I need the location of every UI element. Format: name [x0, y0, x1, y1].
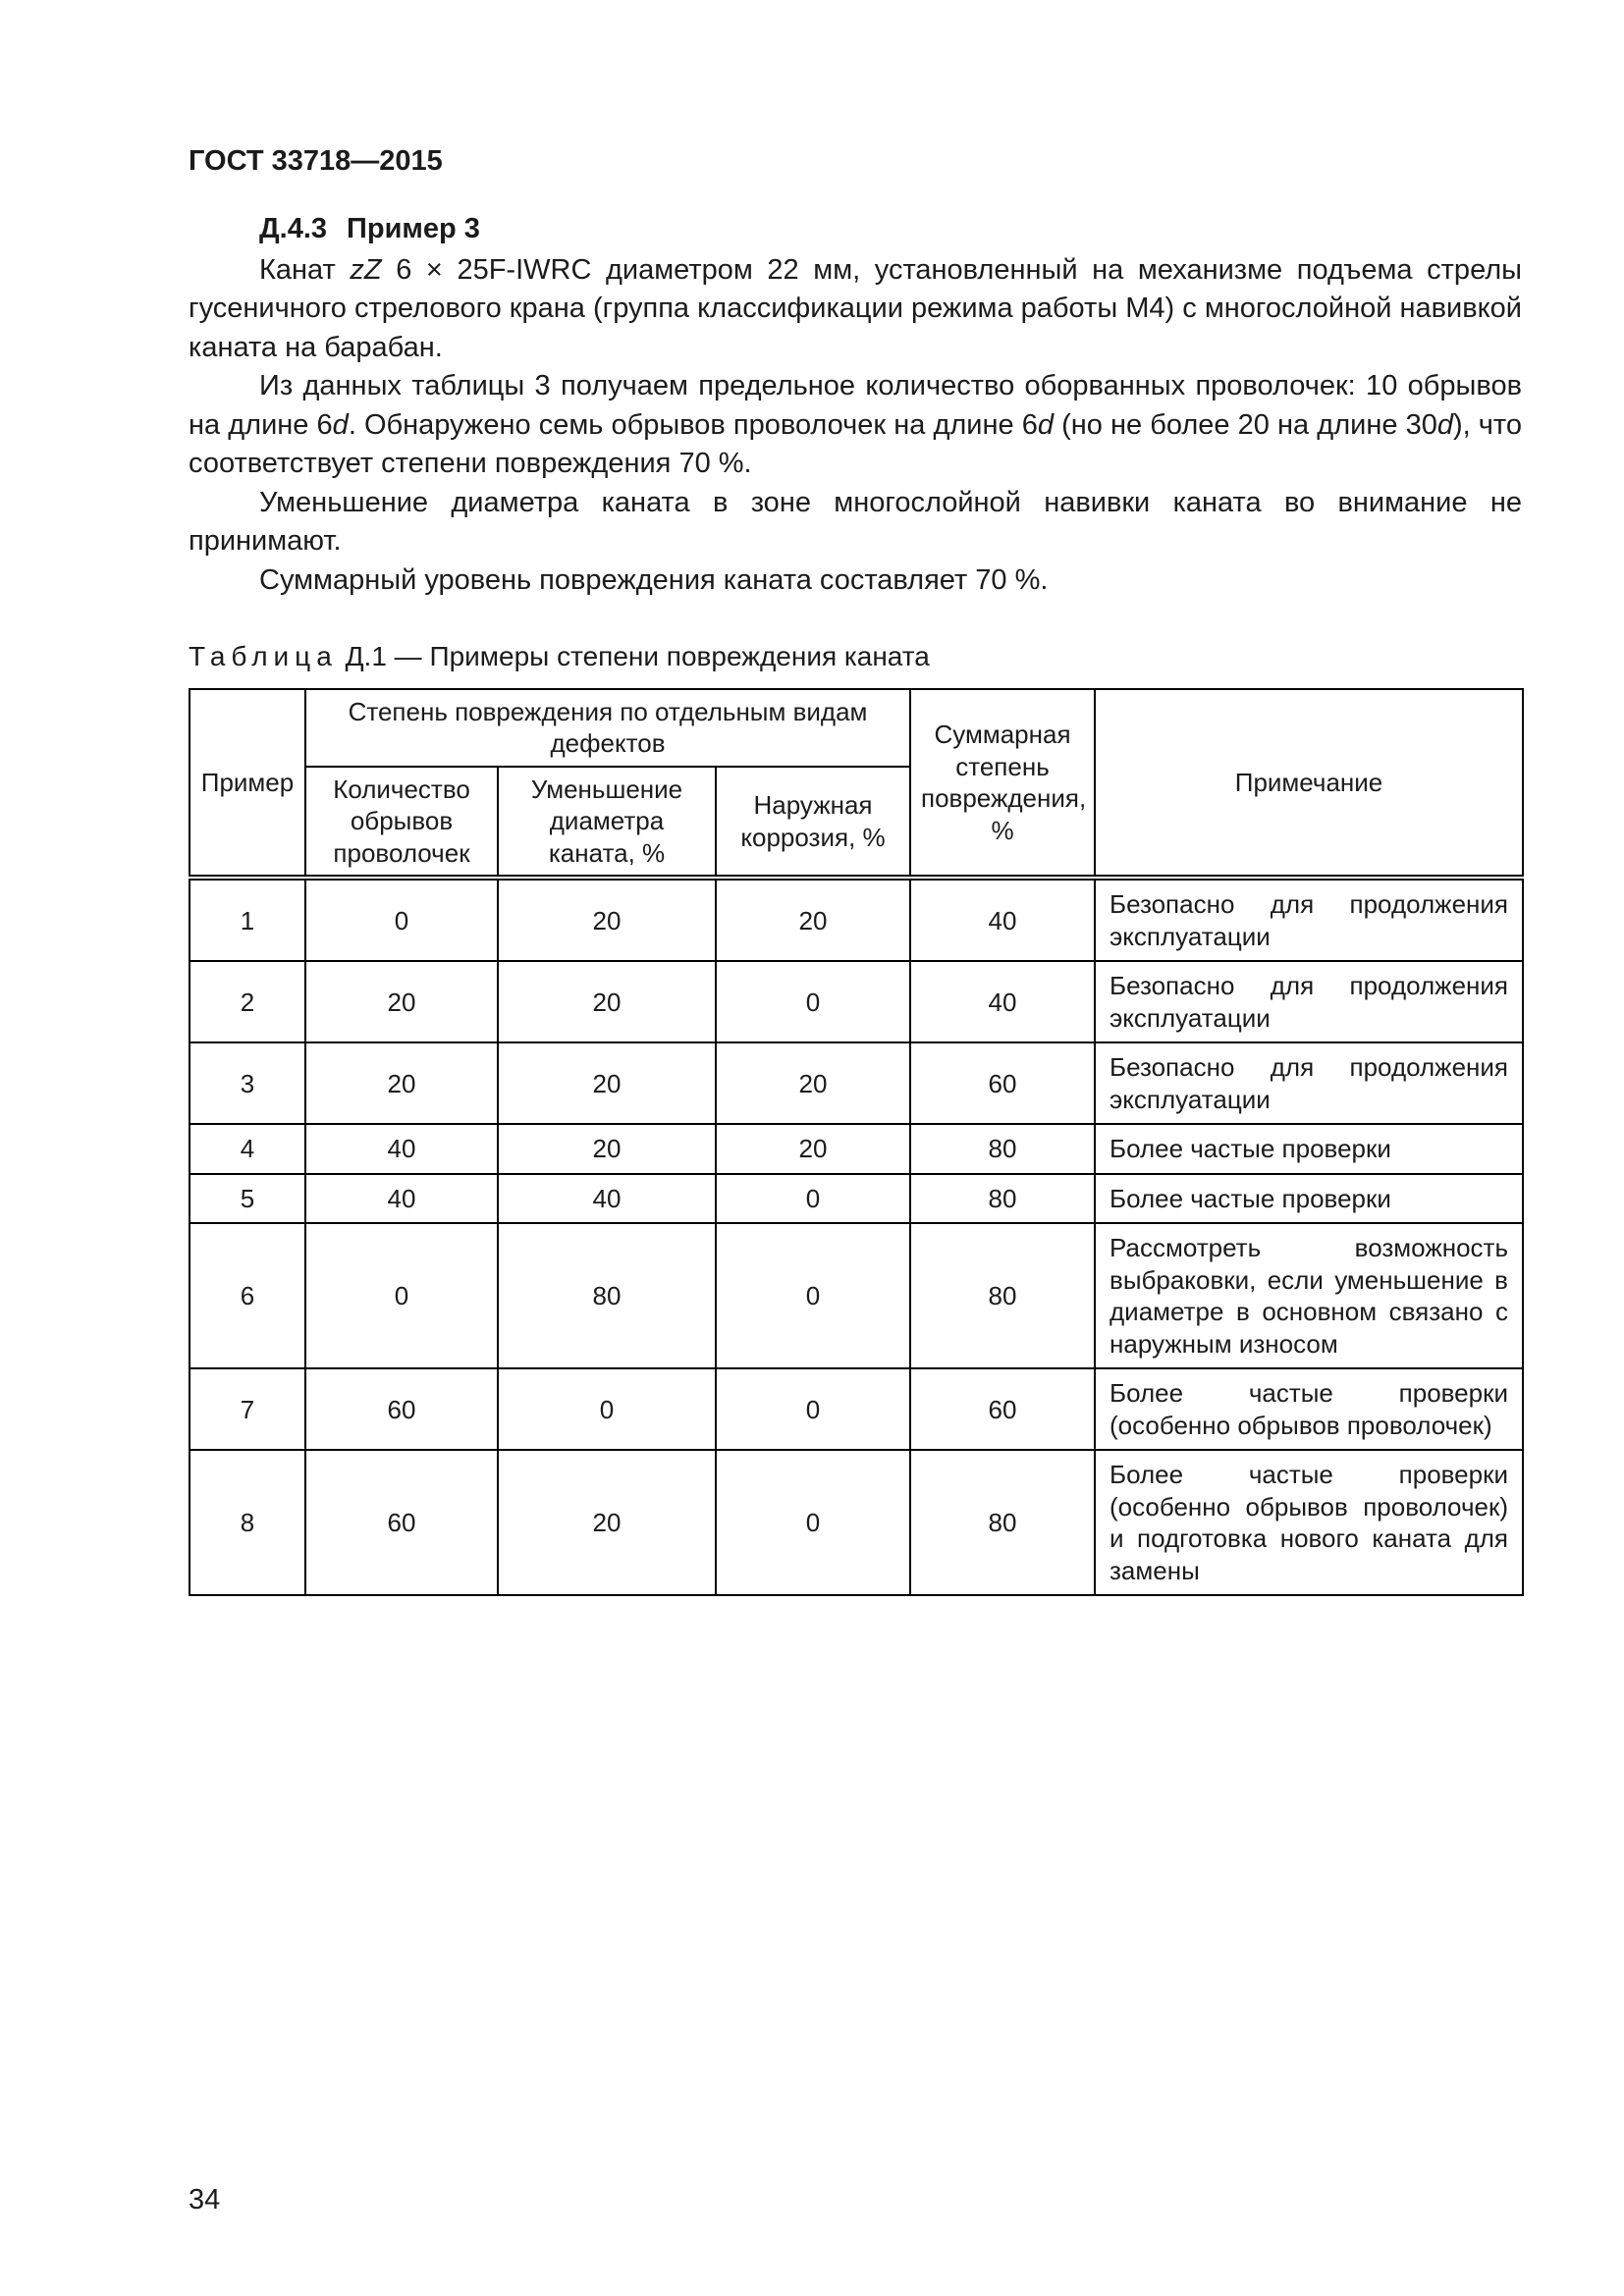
table-head	[189, 689, 1523, 879]
cell-note: Безопасно для продолжения эксплуатации	[1095, 1042, 1523, 1124]
table-row	[189, 1174, 1523, 1224]
cell-corrosion: 20	[716, 1042, 910, 1124]
cell-corrosion: 0	[716, 1368, 910, 1450]
damage-examples-table	[189, 688, 1524, 1597]
cell-wire-breaks: 0	[305, 878, 498, 961]
paragraph-text: (но не более 20 на длине 30	[1054, 408, 1437, 441]
paragraph-text: . Обнаружено семь обрывов проволочек на длине 6	[348, 408, 1038, 441]
cell-note: Более частые проверки	[1095, 1124, 1523, 1174]
cell-diameter-reduction: 20	[498, 961, 716, 1042]
table-row	[189, 1368, 1523, 1450]
cell-total: 60	[910, 1368, 1095, 1450]
col-header-note: Примечание	[1095, 689, 1523, 879]
table-row	[189, 961, 1523, 1042]
cell-corrosion: 0	[716, 1174, 910, 1224]
cell-total: 60	[910, 1042, 1095, 1124]
cell-diameter-reduction: 20	[498, 1450, 716, 1595]
header-row-top	[189, 689, 1523, 767]
document-number: ГОСТ 33718—2015	[189, 145, 443, 177]
cell-diameter-reduction: 40	[498, 1174, 716, 1224]
cell-example: 2	[189, 961, 305, 1042]
col-header-wire-breaks: Количество обрывов проволочек	[305, 767, 498, 879]
table-caption-text: Д.1 — Примеры степени повреждения каната	[337, 640, 930, 671]
cell-example: 1	[189, 878, 305, 961]
cell-example: 7	[189, 1368, 305, 1450]
table-caption-label: Таблица	[189, 640, 338, 671]
cell-wire-breaks: 0	[305, 1223, 498, 1368]
cell-corrosion: 20	[716, 878, 910, 961]
cell-total: 80	[910, 1124, 1095, 1174]
paragraph-text: Из данных таблицы 3 получаем предельное количество оборванных проволочек: 10 обрывов на длине 6	[189, 370, 1522, 441]
cell-diameter-reduction: 80	[498, 1223, 716, 1368]
page-content	[189, 145, 1522, 1596]
cell-note: Более частые проверки	[1095, 1174, 1523, 1224]
paragraph-text: Канат	[259, 254, 351, 286]
cell-wire-breaks: 40	[305, 1174, 498, 1224]
col-header-example: Пример	[189, 689, 305, 879]
table-row	[189, 1124, 1523, 1174]
cell-diameter-reduction: 0	[498, 1368, 716, 1450]
cell-total: 40	[910, 878, 1095, 961]
diameter-symbol-italic: d	[1037, 408, 1055, 441]
section-number: Д.4.3	[259, 213, 328, 244]
cell-example: 3	[189, 1042, 305, 1124]
cell-diameter-reduction: 20	[498, 878, 716, 961]
col-header-corrosion: Наружная коррозия, %	[716, 767, 910, 879]
cell-total: 80	[910, 1223, 1095, 1368]
diameter-symbol-italic: d	[332, 408, 349, 441]
col-header-total: Суммарная степень повреждения, %	[910, 689, 1095, 879]
paragraph-wire-breaks	[189, 367, 1522, 483]
paragraph-total-damage: Суммарный уровень повреждения каната составляет 70 %.	[259, 563, 1049, 596]
cell-wire-breaks: 20	[305, 961, 498, 1042]
diameter-symbol-italic: d	[1436, 408, 1453, 441]
page-number: 34	[189, 2184, 221, 2216]
cell-note: Рассмотреть возможность выбраковки, если уменьшение в диаметре в основном связано с наружным износом	[1095, 1223, 1523, 1368]
cell-note: Безопасно для продолжения эксплуатации	[1095, 961, 1523, 1042]
cell-example: 4	[189, 1124, 305, 1174]
cell-example: 6	[189, 1223, 305, 1368]
section-title: Пример 3	[347, 213, 480, 244]
cell-example: 8	[189, 1450, 305, 1595]
rope-designation-italic: zZ	[350, 254, 382, 286]
table-row	[189, 878, 1523, 961]
cell-note: Более частые проверки (особенно обрывов проволочек) и подготовка нового каната для замены	[1095, 1450, 1523, 1595]
cell-total: 80	[910, 1450, 1095, 1595]
paragraph-diameter-reduction: Уменьшение диаметра каната в зоне многослойной навивки каната во внимание не принимают.	[189, 486, 1522, 558]
cell-corrosion: 0	[716, 961, 910, 1042]
cell-wire-breaks: 60	[305, 1368, 498, 1450]
col-header-defects-group: Степень повреждения по отдельным видам дефектов	[305, 689, 910, 767]
cell-wire-breaks: 20	[305, 1042, 498, 1124]
cell-wire-breaks: 60	[305, 1450, 498, 1595]
section-heading	[189, 213, 1522, 245]
table-caption	[189, 641, 1522, 672]
cell-diameter-reduction: 20	[498, 1124, 716, 1174]
paragraph-rope-description	[189, 251, 1522, 367]
table-row	[189, 1042, 1523, 1124]
cell-corrosion: 0	[716, 1450, 910, 1595]
paragraph-text: ), что соответствует степени повреждения 70 %.	[189, 408, 1522, 480]
table-row	[189, 1223, 1523, 1368]
col-header-diameter-reduction: Уменьшение диаметра каната, %	[498, 767, 716, 879]
cell-example: 5	[189, 1174, 305, 1224]
table-body	[189, 878, 1523, 1595]
paragraph-text: 6 × 25F-IWRC диаметром 22 мм, установленный на механизме подъема стрелы гусеничного стрелового крана (группа классификации режима работы М4) с многослойной навивкой каната на барабан.	[189, 254, 1522, 363]
cell-diameter-reduction: 20	[498, 1042, 716, 1124]
cell-wire-breaks: 40	[305, 1124, 498, 1174]
cell-corrosion: 20	[716, 1124, 910, 1174]
cell-corrosion: 0	[716, 1223, 910, 1368]
cell-note: Более частые проверки (особенно обрывов проволочек)	[1095, 1368, 1523, 1450]
cell-note: Безопасно для продолжения эксплуатации	[1095, 878, 1523, 961]
cell-total: 40	[910, 961, 1095, 1042]
cell-total: 80	[910, 1174, 1095, 1224]
table-row	[189, 1450, 1523, 1595]
